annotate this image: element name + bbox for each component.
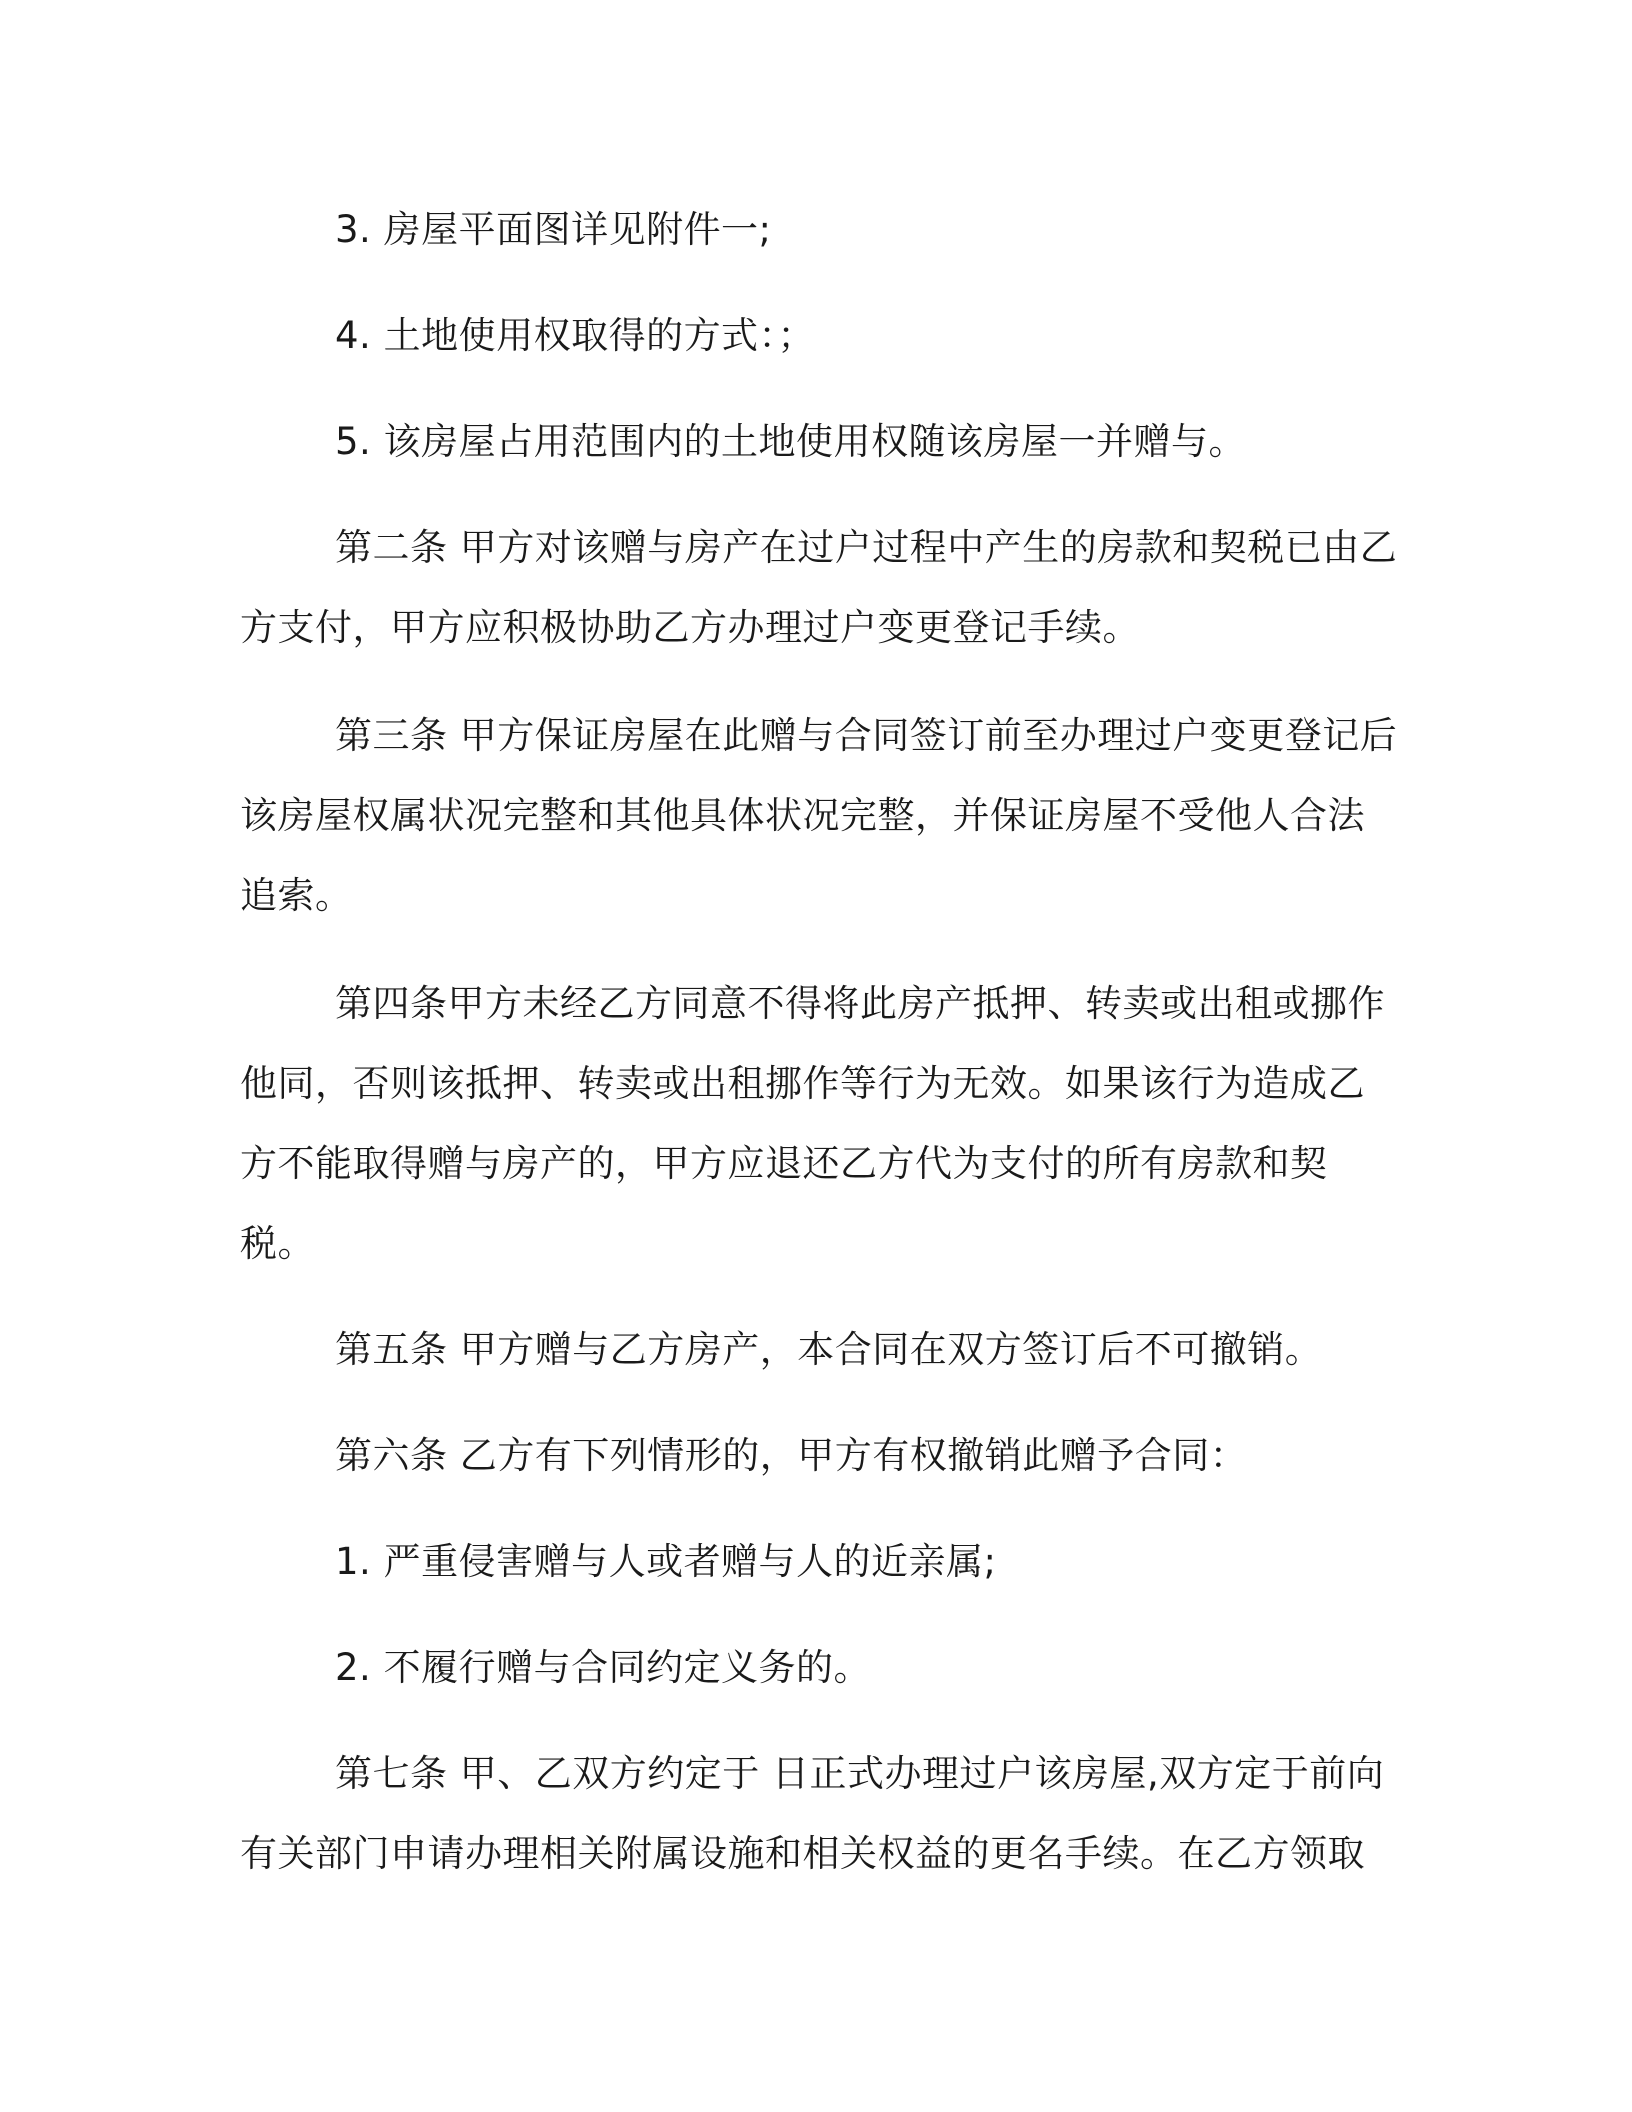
article-6: 第六条 乙方有下列情形的，甲方有权撤销此赠予合同： xyxy=(335,1434,1248,1477)
clause-item-5: 5. 该房屋占用范围内的土地使用权随该房屋一并赠与。 xyxy=(335,420,1247,463)
article-6-item-1: 1. 严重侵害赠与人或者赠与人的近亲属; xyxy=(335,1540,997,1583)
article-4: 第四条甲方未经乙方同意不得将此房产抵押、转卖或出租或挪作他同，否则该抵押、转卖或出租挪作等行为无效。如果该行为造成乙方不能取得赠与房产的，甲方应退还乙方代为支付的所有房款和契税。 xyxy=(240,982,1385,1265)
document-body xyxy=(240,190,1398,1894)
article-3: 第三条 甲方保证房屋在此赠与合同签订前至办理过户变更登记后该房屋权属状况完整和其他具体状况完整，并保证房屋不受他人合法追索。 xyxy=(240,714,1398,917)
clause-item-4: 4. 土地使用权取得的方式：； xyxy=(335,314,816,357)
article-6-item-2: 2. 不履行赠与合同约定义务的。 xyxy=(335,1646,872,1689)
article-7: 第七条 甲、乙双方约定于 日正式办理过户该房屋,双方定于前向有关部门申请办理相关附属设施和相关权益的更名手续。在乙方领取 xyxy=(240,1752,1385,1875)
article-5: 第五条 甲方赠与乙方房产，本合同在双方签订后不可撤销。 xyxy=(335,1328,1323,1371)
article-2: 第二条 甲方对该赠与房产在过户过程中产生的房款和契税已由乙方支付，甲方应积极协助乙方办理过户变更登记手续。 xyxy=(240,526,1398,649)
clause-item-3: 3. 房屋平面图详见附件一; xyxy=(335,208,772,251)
